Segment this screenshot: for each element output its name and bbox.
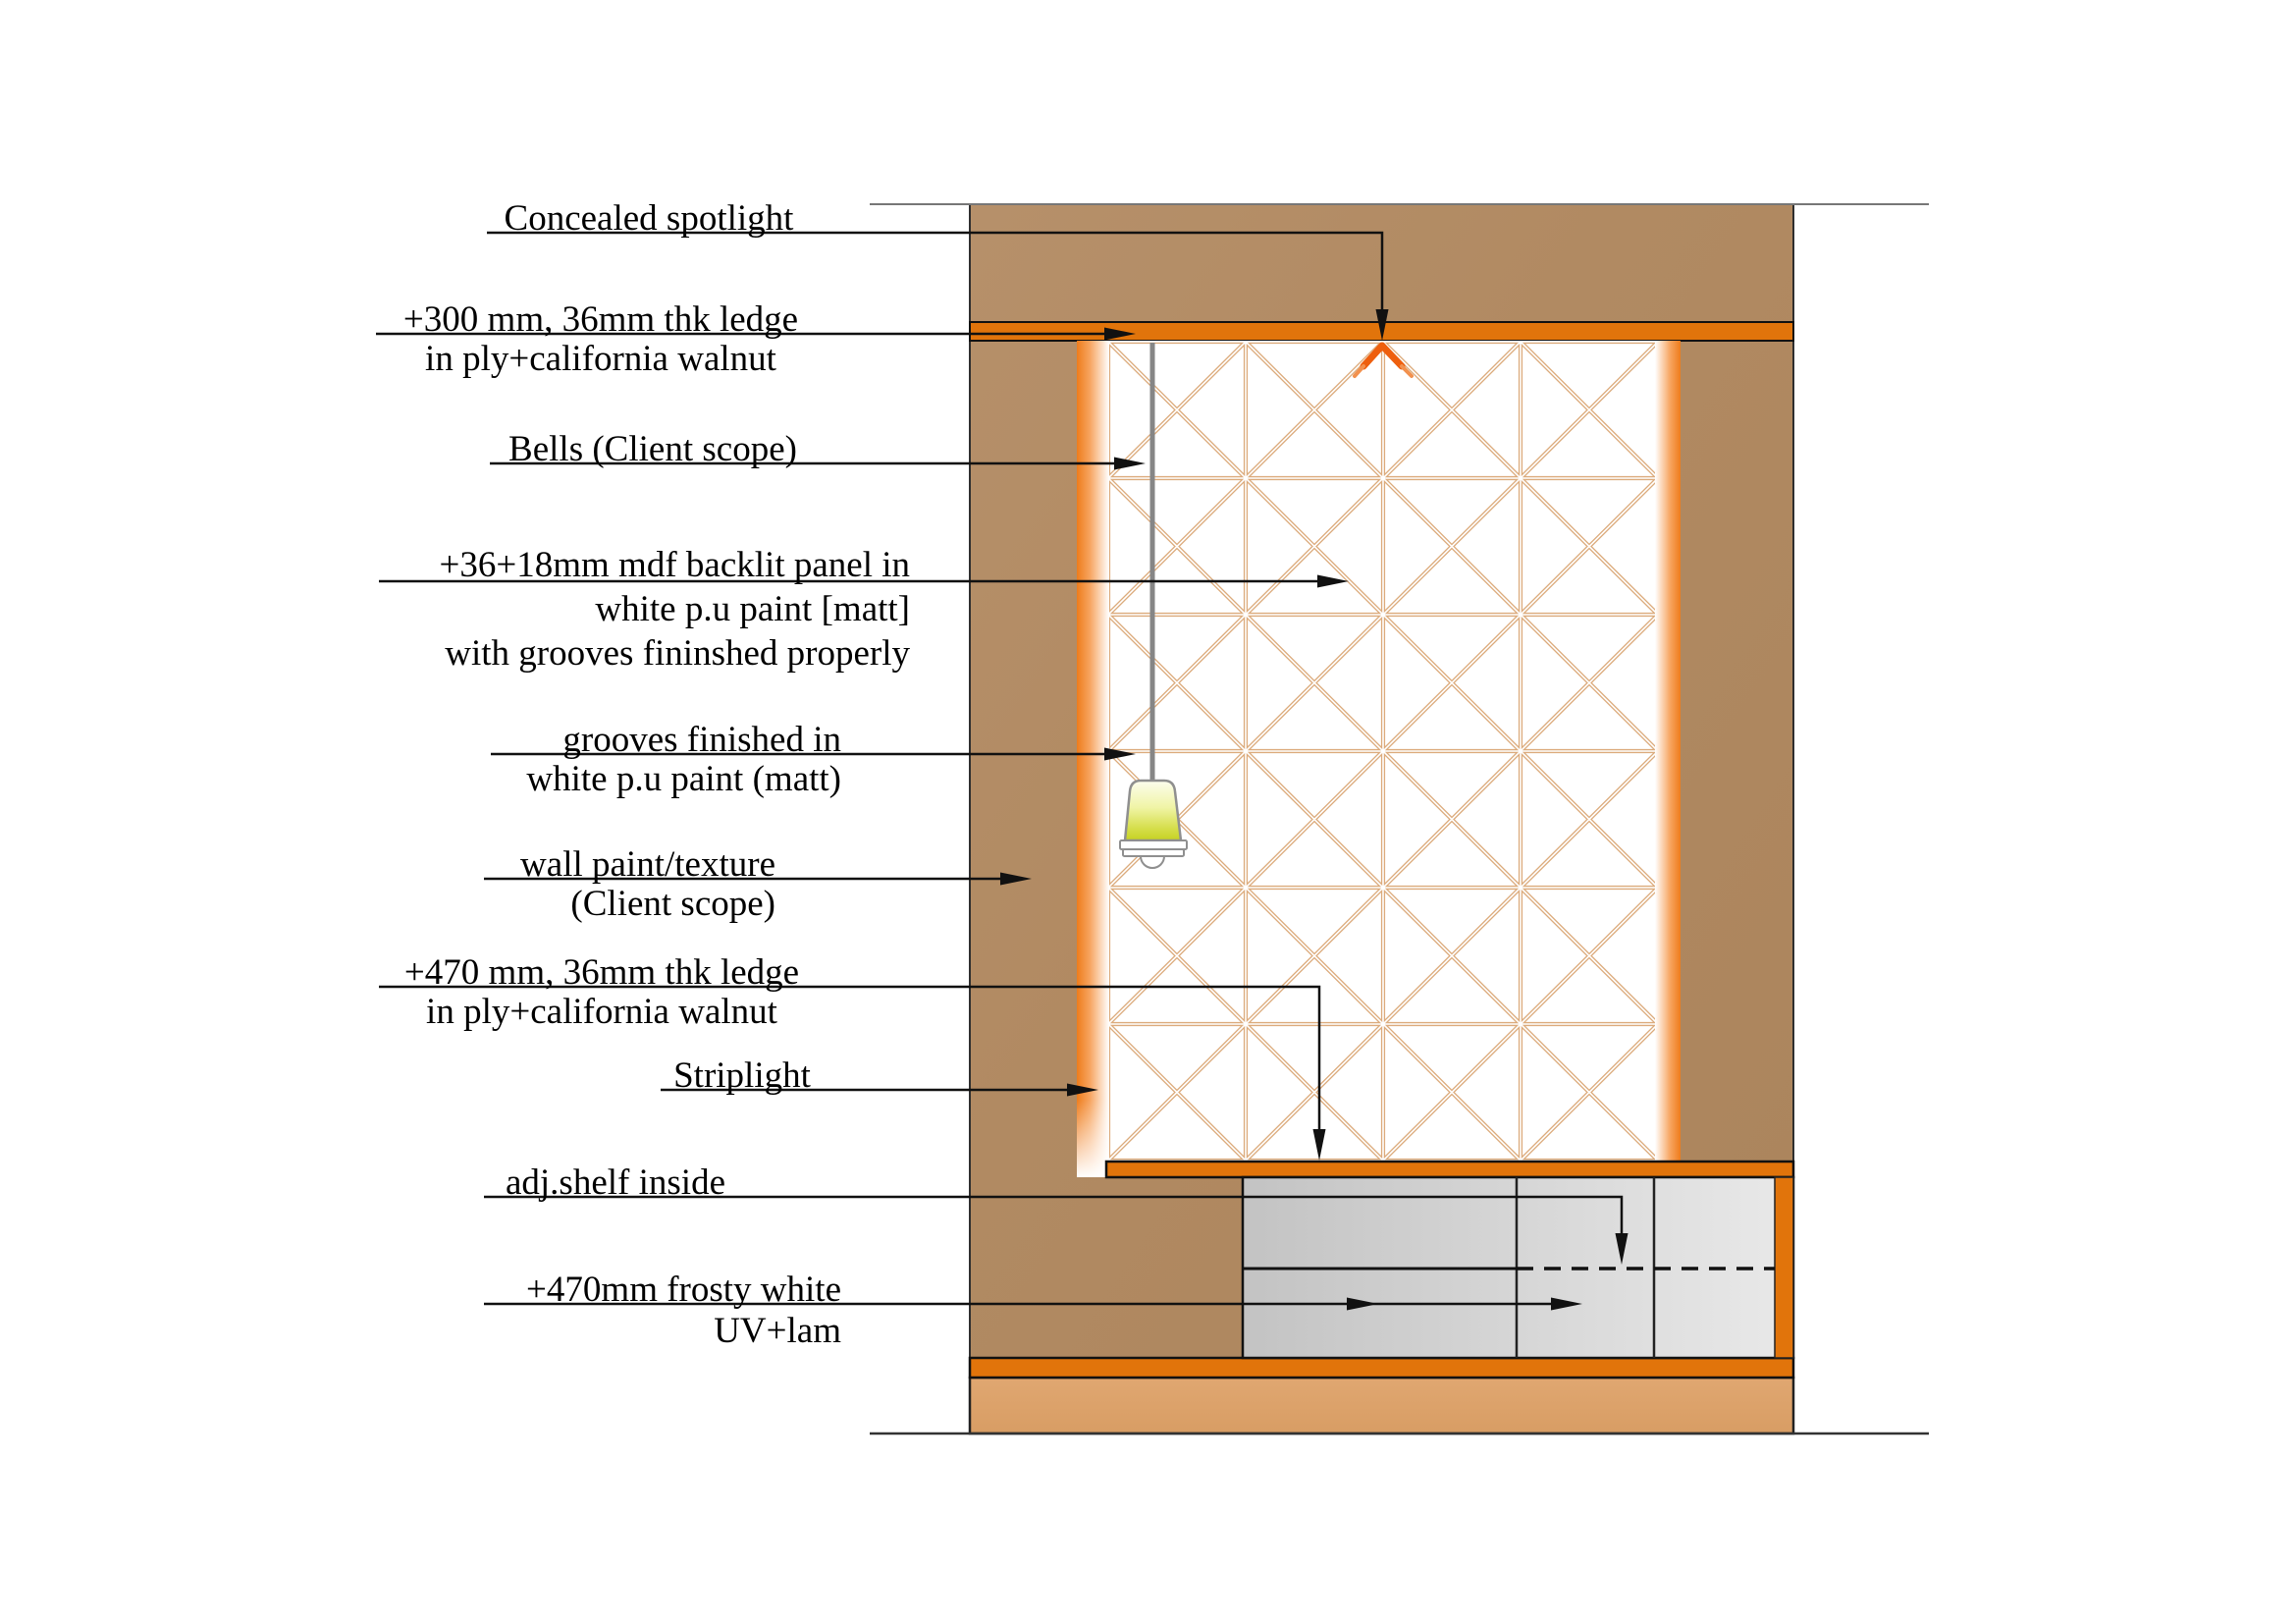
label-line: Concealed spotlight	[504, 198, 794, 239]
label-line: adj.shelf inside	[505, 1163, 725, 1203]
label-line: +470 mm, 36mm thk ledge	[403, 952, 800, 993]
label-line: in ply+california walnut	[426, 992, 777, 1032]
label-ledge-300	[375, 300, 827, 379]
label-line: in ply+california walnut	[425, 339, 776, 379]
label-ledge-470	[376, 953, 828, 1032]
bell-rim-2	[1123, 849, 1184, 856]
label-wall-paint	[481, 845, 775, 924]
label-line: UV+lam	[714, 1311, 841, 1351]
label-line: +36+18mm mdf backlit panel in	[439, 545, 910, 585]
label-bells	[456, 430, 849, 469]
bell-body	[1125, 781, 1181, 840]
striplight-left-fade	[1077, 1100, 1109, 1177]
bottom-orange-band	[970, 1358, 1793, 1378]
label-line: Bells (Client scope)	[508, 429, 797, 469]
label-line: wall paint/texture	[520, 844, 775, 885]
label-grooves	[490, 721, 841, 799]
label-line: +470mm frosty white	[526, 1270, 841, 1310]
striplight-right	[1655, 341, 1681, 1162]
cabinet	[1243, 1177, 1793, 1358]
label-concealed-spotlight	[453, 199, 845, 239]
label-striplight	[595, 1056, 889, 1096]
grooved-lattice-panel	[1107, 342, 1657, 1161]
label-line: white p.u paint (matt)	[526, 759, 841, 799]
label-line: +300 mm, 36mm thk ledge	[402, 299, 799, 340]
label-line: Striplight	[673, 1055, 811, 1096]
cabinet-right-orange-strip	[1775, 1177, 1793, 1358]
floor-strip	[970, 1378, 1793, 1434]
label-adj-shelf	[468, 1163, 763, 1203]
label-line: (Client scope)	[570, 884, 775, 924]
label-line: white p.u paint [matt]	[595, 589, 910, 629]
label-frosty-white	[490, 1270, 841, 1352]
label-backlit-panel	[370, 543, 910, 676]
ledge-470	[1106, 1162, 1793, 1177]
bell-rim-1	[1120, 840, 1187, 849]
label-line: with grooves fininshed properly	[445, 633, 910, 674]
label-line: grooves finished in	[562, 720, 841, 760]
